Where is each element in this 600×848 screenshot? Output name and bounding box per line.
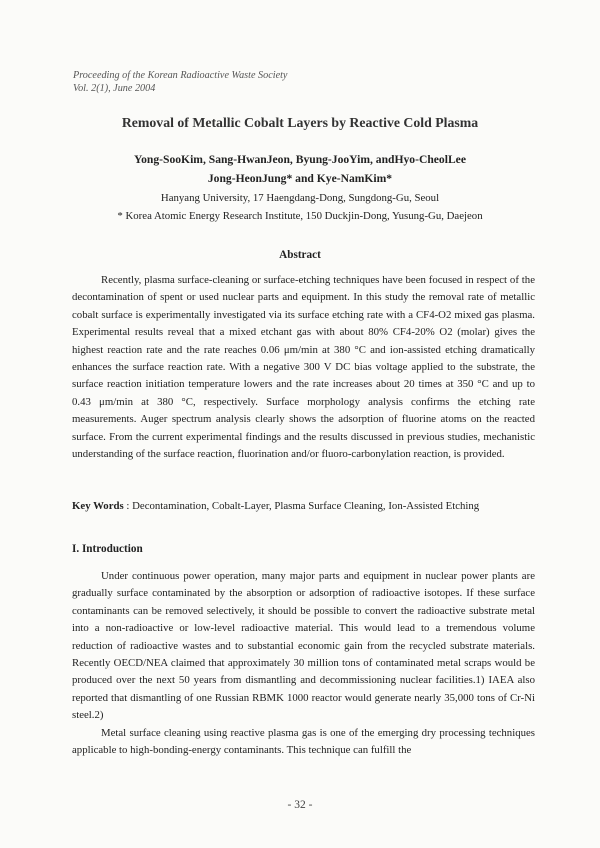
authors-line-2: Jong-HeonJung* and Kye-NamKim* [207,172,393,185]
keywords [72,500,542,512]
affiliations [0,189,600,225]
introduction-body [72,568,535,759]
keywords-separator: : [123,500,133,512]
journal-header [73,69,287,95]
abstract-heading: Abstract [279,249,321,261]
journal-volume: Vol. 2(1), June 2004 [73,83,156,94]
section-heading-introduction: I. Introduction [72,543,143,555]
intro-paragraph-1: Under continuous power operation, many major parts and equipment in nuclear power plants are gradually surface contaminated by the absorption or adsorption of radioactive isotopes. If these surface contaminants can be removed selectively, it should be possible to convert the radioactive substrate metal into a non-radioactive or low-level radioactive material. This would lead to a tremendous volume reduction of radioactive wastes and to substantial economic gain from the recycled substrate materials. Recently OECD/NEA claimed that approximately 30 million tons of contaminated metal scraps would be produced over the next 50 years from dismantling and decommissioning nuclear facilities.1) IAEA also reported that dismantling of one Russian RBMK 1000 reactor would generate nearly 35,000 tons of Cr-Ni steel.2) [72,570,535,722]
intro-paragraph-2: Metal surface cleaning using reactive plasma gas is one of the emerging dry processing techniques applicable to high-bonding-energy contaminants. This technique can fulfill the [72,726,535,757]
abstract-body [72,272,535,463]
journal-name: Proceeding of the Korean Radioactive Waste Society [73,70,288,81]
author-list [0,150,600,188]
page-number: - 32 - [287,799,313,811]
affiliation-1: Hanyang University, 17 Haengdang-Dong, Sungdong-Gu, Seoul [160,192,440,204]
abstract-text: Recently, plasma surface-cleaning or surface-etching techniques have been focused in respect of the decontamination of spent or used nuclear parts and equipment. In this study the removal rate of metallic cobalt surface is experimentally investigated via its surface etching rate with a CF4-O2 mixed gas plasma. Experimental results reveal that a mixed etchant gas with about 80% CF4-20% O2 (molar) gives the highest reaction rate and the rate reaches 0.06 μm/min at 380 °C and ion-assisted etching dramatically enhances the surface reaction rate. With a negative 300 V DC bias voltage applied to the substrate, the surface reaction initiation temperature lowers and the rate increases about 20 times at 350 °C and up to 0.43 μm/min at 380 °C, respectively. Surface morphology analysis confirms the etching rate measurements. Auger spectrum analysis clearly shows the adsorption of fluorine atoms on the reacted surface. From the current experimental findings and the results discussed in previous studies, mechanistic understanding of the surface reaction, fluorination and/or fluoro-carbonylation reaction, is provided. [72,274,535,461]
affiliation-2: * Korea Atomic Energy Research Institute, 150 Duckjin-Dong, Yusung-Gu, Daejeon [117,210,483,222]
keywords-label: Key Words [72,500,124,512]
authors-line-1: Yong-SooKim, Sang-HwanJeon, Byung-JooYim, andHyo-CheolLee [134,153,466,166]
paper-title: Removal of Metallic Cobalt Layers by Reactive Cold Plasma [121,115,479,130]
keywords-text: Decontamination, Cobalt-Layer, Plasma Surface Cleaning, Ion-Assisted Etching [132,500,480,512]
